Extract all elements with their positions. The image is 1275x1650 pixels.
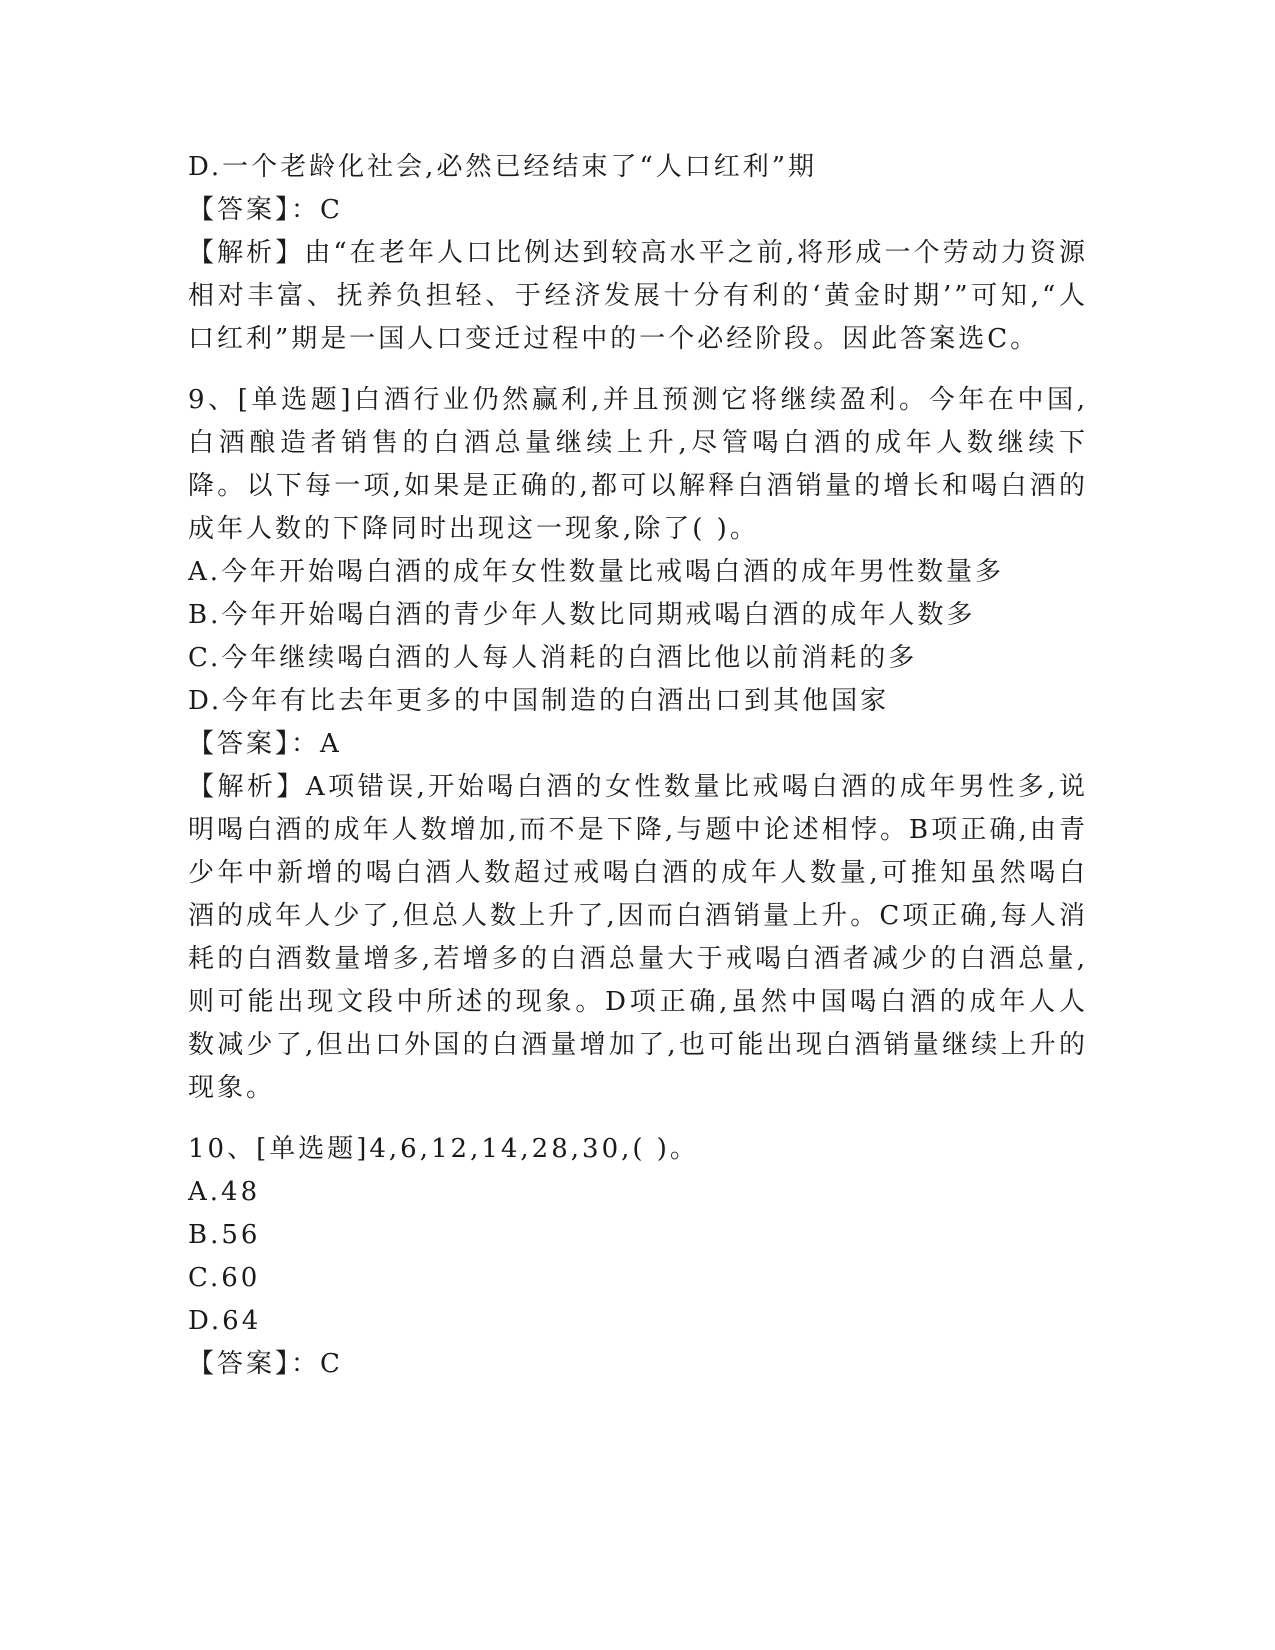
- answer: 【答案】：C: [188, 1349, 343, 1379]
- spacer: [188, 1110, 1088, 1128]
- analysis: 【解析】A项错误,开始喝白酒的女性数量比戒喝白酒的成年男性多,说明喝白酒的成年人数增加,而不是下降,与题中论述相悖。B项正确,由青少年中新增的喝白酒人数超过戒喝白酒的成年人数量,可推知虽然喝白酒的成年人少了,但总人数上升了,因而白酒销量上升。C项正确,每人消耗的白酒数量增多,若增多的白酒总量大于戒喝白酒者减少的白酒总量,则可能出现文段中所述的现象。D项正确,虽然中国喝白酒的成年人人数减少了,但出口外国的白酒量增加了,也可能出现白酒销量继续上升的现象。: [188, 772, 1088, 1103]
- option-c: C.60: [188, 1263, 261, 1293]
- option-d: D.今年有比去年更多的中国制造的白酒出口到其他国家: [188, 686, 890, 716]
- option-d: D.一个老龄化社会,必然已经结束了“人口红利”期: [188, 152, 818, 182]
- answer: 【答案】：C: [188, 195, 343, 225]
- question-10: [188, 1128, 1088, 1386]
- previous-question: [188, 146, 1088, 361]
- option-a: A.今年开始喝白酒的成年女性数量比戒喝白酒的成年男性数量多: [188, 557, 1005, 587]
- spacer: [188, 361, 1088, 379]
- document-page: [188, 146, 1088, 1386]
- question-9: [188, 379, 1088, 1110]
- option-c: C.今年继续喝白酒的人每人消耗的白酒比他以前消耗的多: [188, 643, 918, 673]
- option-d: D.64: [188, 1306, 262, 1336]
- question-stem: 10、[单选题]4,6,12,14,28,30,( )。: [188, 1134, 699, 1164]
- analysis: 【解析】由“在老年人口比例达到较高水平之前,将形成一个劳动力资源相对丰富、抚养负担轻、于经济发展十分有利的‘黄金时期’”可知,“人口红利”期是一国人口变迁过程中的一个必经阶段。因此答案选C。: [188, 238, 1088, 354]
- option-b: B.今年开始喝白酒的青少年人数比同期戒喝白酒的成年人数多: [188, 600, 976, 630]
- question-stem: 9、[单选题]白酒行业仍然赢利,并且预测它将继续盈利。今年在中国,白酒酿造者销售的白酒总量继续上升,尽管喝白酒的成年人数继续下降。以下每一项,如果是正确的,都可以解释白酒销量的增长和喝白酒的成年人数的下降同时出现这一现象,除了( )。: [188, 385, 1088, 544]
- option-a: A.48: [188, 1177, 261, 1207]
- answer: 【答案】：A: [188, 729, 342, 759]
- option-b: B.56: [188, 1220, 261, 1250]
